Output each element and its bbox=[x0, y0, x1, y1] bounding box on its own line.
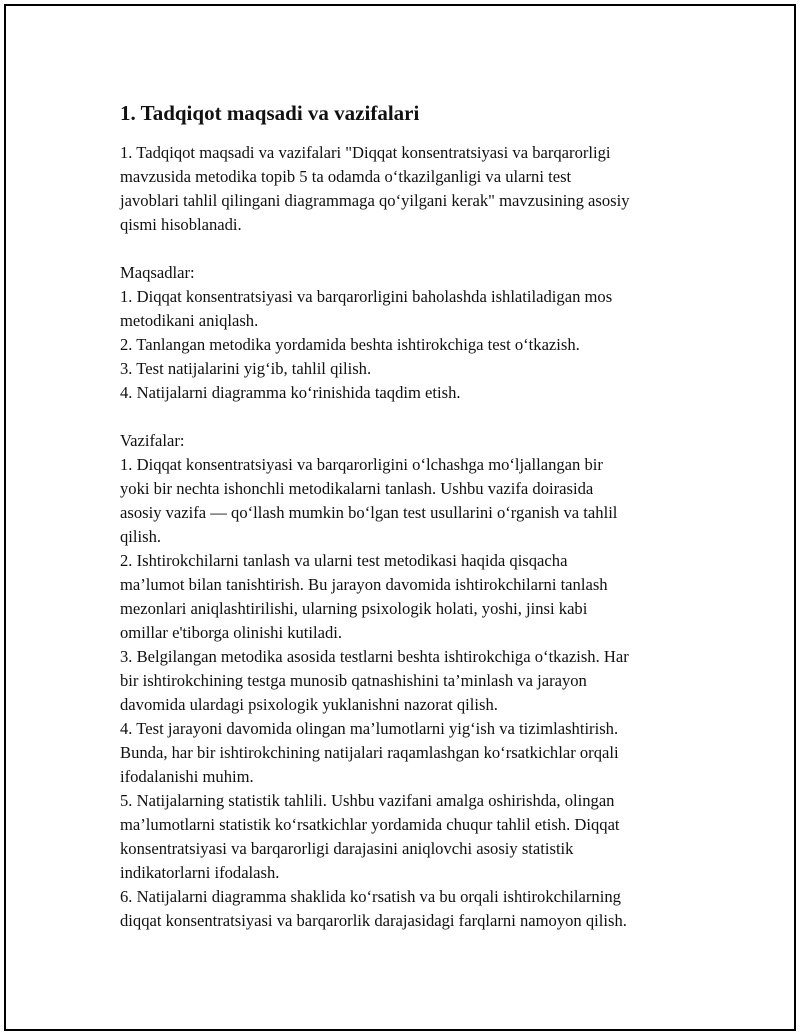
task-line: davomida ulardagi psixologik yuklanishni nazorat qilish. bbox=[120, 695, 498, 714]
intro-line: mavzusida metodika topib 5 ta odamda o‘tkazilganligi va ularni test bbox=[120, 167, 572, 186]
document-page bbox=[4, 4, 796, 1031]
goals-heading: Maqsadlar: bbox=[120, 263, 195, 282]
goal-line: 2. Tanlangan metodika yordamida beshta ishtirokchiga test o‘tkazish. bbox=[120, 335, 580, 354]
document-content bbox=[120, 100, 700, 933]
task-line: asosiy vazifa — qo‘llash mumkin bo‘lgan test usullarini o‘rganish va tahlil bbox=[120, 503, 618, 522]
task-line: yoki bir nechta ishonchli metodikalarni tanlash. Ushbu vazifa doirasida bbox=[120, 479, 594, 498]
task-line: ma’lumot bilan tanishtirish. Bu jarayon davomida ishtirokchilarni tanlash bbox=[120, 575, 608, 594]
task-line: diqqat konsentratsiyasi va barqarorlik darajasidagi farqlarni namoyon qilish. bbox=[120, 911, 627, 930]
task-line: bir ishtirokchining testga munosib qatnashishini ta’minlash va jarayon bbox=[120, 671, 587, 690]
goals-section bbox=[120, 261, 700, 405]
paragraph-spacer bbox=[120, 237, 700, 261]
task-line: 6. Natijalarni diagramma shaklida ko‘rsatish va bu orqali ishtirokchilarning bbox=[120, 887, 621, 906]
task-line: mezonlari aniqlashtirilishi, ularning psixologik holati, yoshi, jinsi kabi bbox=[120, 599, 588, 618]
intro-line: javoblari tahlil qilingani diagrammaga qo‘yilgani kerak" mavzusining asosiy bbox=[120, 191, 630, 210]
tasks-section bbox=[120, 429, 700, 933]
goal-line: metodikani aniqlash. bbox=[120, 311, 259, 330]
goal-line: 3. Test natijalarini yig‘ib, tahlil qilish. bbox=[120, 359, 372, 378]
task-line: ma’lumotlarni statistik ko‘rsatkichlar yordamida chuqur tahlil etish. Diqqat bbox=[120, 815, 620, 834]
goal-line: 1. Diqqat konsentratsiyasi va barqarorligini baholashda ishlatiladigan mos bbox=[120, 287, 613, 306]
task-line: 4. Test jarayoni davomida olingan ma’lumotlarni yig‘ish va tizimlashtirish. bbox=[120, 719, 619, 738]
intro-line: 1. Tadqiqot maqsadi va vazifalari "Diqqat konsentratsiyasi va barqarorligi bbox=[120, 143, 611, 162]
intro-paragraph bbox=[120, 141, 700, 237]
task-line: 2. Ishtirokchilarni tanlash va ularni test metodikasi haqida qisqacha bbox=[120, 551, 568, 570]
task-line: qilish. bbox=[120, 527, 162, 546]
task-line: 3. Belgilangan metodika asosida testlarni beshta ishtirokchiga o‘tkazish. Har bbox=[120, 647, 629, 666]
task-line: indikatorlarni ifodalash. bbox=[120, 863, 280, 882]
paragraph-spacer bbox=[120, 405, 700, 429]
task-line: ifodalanishi muhim. bbox=[120, 767, 254, 786]
section-title: 1. Tadqiqot maqsadi va vazifalari bbox=[120, 101, 420, 125]
tasks-heading: Vazifalar: bbox=[120, 431, 185, 450]
task-line: Bunda, har bir ishtirokchining natijalari raqamlashgan ko‘rsatkichlar orqali bbox=[120, 743, 619, 762]
task-line: 1. Diqqat konsentratsiyasi va barqarorligini o‘lchashga mo‘ljallangan bir bbox=[120, 455, 603, 474]
task-line: 5. Natijalarning statistik tahlili. Ushbu vazifani amalga oshirishda, olingan bbox=[120, 791, 615, 810]
task-line: konsentratsiyasi va barqarorligi darajasini aniqlovchi asosiy statistik bbox=[120, 839, 574, 858]
intro-line: qismi hisoblanadi. bbox=[120, 215, 242, 234]
task-line: omillar e'tiborga olinishi kutiladi. bbox=[120, 623, 343, 642]
goal-line: 4. Natijalarni diagramma ko‘rinishida taqdim etish. bbox=[120, 383, 461, 402]
